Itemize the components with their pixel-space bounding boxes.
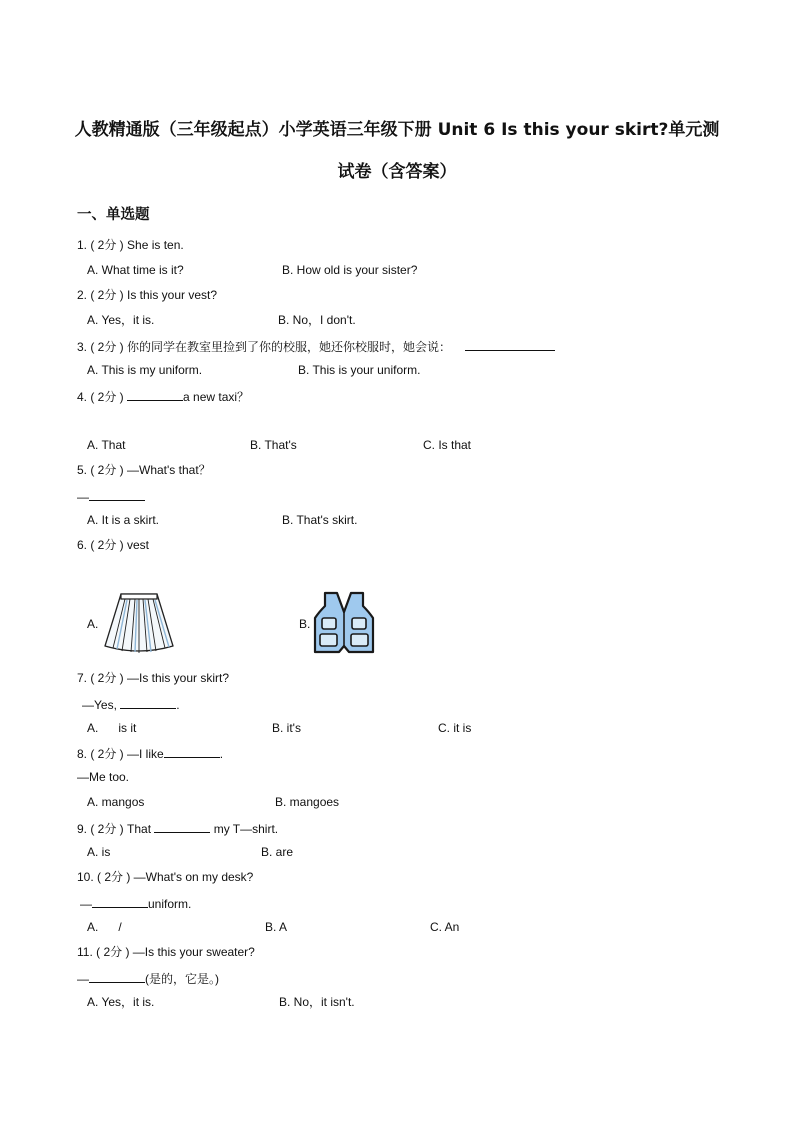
q4-option-c[interactable]: C. Is that xyxy=(423,438,472,452)
q9-stem xyxy=(77,820,278,837)
q1-stem: 1. ( 2分 ) She is ten. xyxy=(77,238,184,252)
q5-option-a[interactable]: A. It is a skirt. xyxy=(87,513,160,527)
q3-option-a[interactable]: A. This is my uniform. xyxy=(87,363,203,377)
q5-option-b[interactable]: B. That's skirt. xyxy=(282,513,358,527)
q2-option-b[interactable]: B. No，I don't. xyxy=(278,313,356,327)
q5-reply xyxy=(77,488,145,505)
q6-option-a[interactable]: A. xyxy=(87,617,99,631)
q11-reply-pre: — xyxy=(77,972,89,986)
q7-blank[interactable] xyxy=(120,696,176,709)
q11-stem: 11. ( 2分 ) —Is this your sweater? xyxy=(77,945,255,959)
q4-blank[interactable] xyxy=(127,388,183,401)
q5-blank[interactable] xyxy=(89,488,145,501)
q8-stem xyxy=(77,745,223,762)
q5-reply-dash: — xyxy=(77,490,89,504)
q10-reply-pre: — xyxy=(80,897,92,911)
vest-icon[interactable] xyxy=(313,590,375,657)
q10-stem: 10. ( 2分 ) —What's on my desk? xyxy=(77,870,254,884)
q10-option-b[interactable]: B. A xyxy=(265,920,288,934)
q5-stem: 5. ( 2分 ) —What's that？ xyxy=(77,463,211,477)
q8-option-b[interactable]: B. mangoes xyxy=(275,795,340,809)
q4-stem-post: a new taxi？ xyxy=(183,390,250,404)
q8-option-a[interactable]: A. mangos xyxy=(87,795,145,809)
q4-stem-pre: 4. ( 2分 ) xyxy=(77,390,128,404)
q8-blank[interactable] xyxy=(164,745,220,758)
q9-option-a[interactable]: A. is xyxy=(87,845,111,859)
q11-reply-post: (是的，它是。) xyxy=(145,972,219,986)
q2-option-a[interactable]: A. Yes，it is. xyxy=(87,313,155,327)
q1-option-b[interactable]: B. How old is your sister? xyxy=(282,263,418,277)
q8-stem-post: . xyxy=(219,747,224,761)
q11-blank[interactable] xyxy=(89,970,145,983)
q9-stem-post: my T—shirt. xyxy=(210,822,279,836)
section-heading: 一、单选题 xyxy=(77,207,150,223)
q7-reply-post: . xyxy=(176,698,180,712)
q11-reply xyxy=(77,970,219,987)
q11-option-a[interactable]: A. Yes，it is. xyxy=(87,995,155,1009)
q10-blank[interactable] xyxy=(92,895,148,908)
q7-option-b[interactable]: B. it's xyxy=(272,721,301,735)
q4-option-a[interactable]: A. That xyxy=(87,438,126,452)
q10-reply xyxy=(80,895,191,912)
q3-blank[interactable] xyxy=(465,338,555,351)
q6-option-b[interactable]: B. xyxy=(299,617,311,631)
q4-stem xyxy=(77,388,249,405)
q7-option-c[interactable]: C. it is xyxy=(438,721,472,735)
q3-stem xyxy=(77,338,555,355)
q10-option-a[interactable]: A. / xyxy=(87,920,122,934)
q1-option-a[interactable]: A. What time is it? xyxy=(87,263,184,277)
q4-option-b[interactable]: B. That's xyxy=(250,438,297,452)
q9-stem-pre: 9. ( 2分 ) That xyxy=(77,822,155,836)
q7-reply-pre: —Yes, xyxy=(82,698,121,712)
q3-option-b[interactable]: B. This is your uniform. xyxy=(298,363,421,377)
q7-reply xyxy=(82,696,180,713)
q6-stem: 6. ( 2分 ) vest xyxy=(77,538,150,552)
page-title-line2: 试卷（含答案） xyxy=(337,162,457,182)
page-title-line1: 人教精通版（三年级起点）小学英语三年级下册 Unit 6 Is this your skirt?单元测 xyxy=(74,120,720,140)
q2-stem: 2. ( 2分 ) Is this your vest? xyxy=(77,288,218,302)
q11-option-b[interactable]: B. No，it isn't. xyxy=(279,995,355,1009)
q8-stem-pre: 8. ( 2分 ) —I like xyxy=(77,747,164,761)
q3-stem-text: 3. ( 2分 ) 你的同学在教室里捡到了你的校服，她还你校服时，她会说： xyxy=(77,340,452,354)
q7-option-a[interactable]: A. is it xyxy=(87,721,137,735)
q7-stem: 7. ( 2分 ) —Is this your skirt? xyxy=(77,671,230,685)
skirt-icon[interactable] xyxy=(103,590,175,656)
q9-option-b[interactable]: B. are xyxy=(261,845,294,859)
q8-reply: —Me too. xyxy=(77,770,130,784)
q9-blank[interactable] xyxy=(154,820,210,833)
q10-reply-post: uniform. xyxy=(148,897,192,911)
q10-option-c[interactable]: C. An xyxy=(430,920,460,934)
